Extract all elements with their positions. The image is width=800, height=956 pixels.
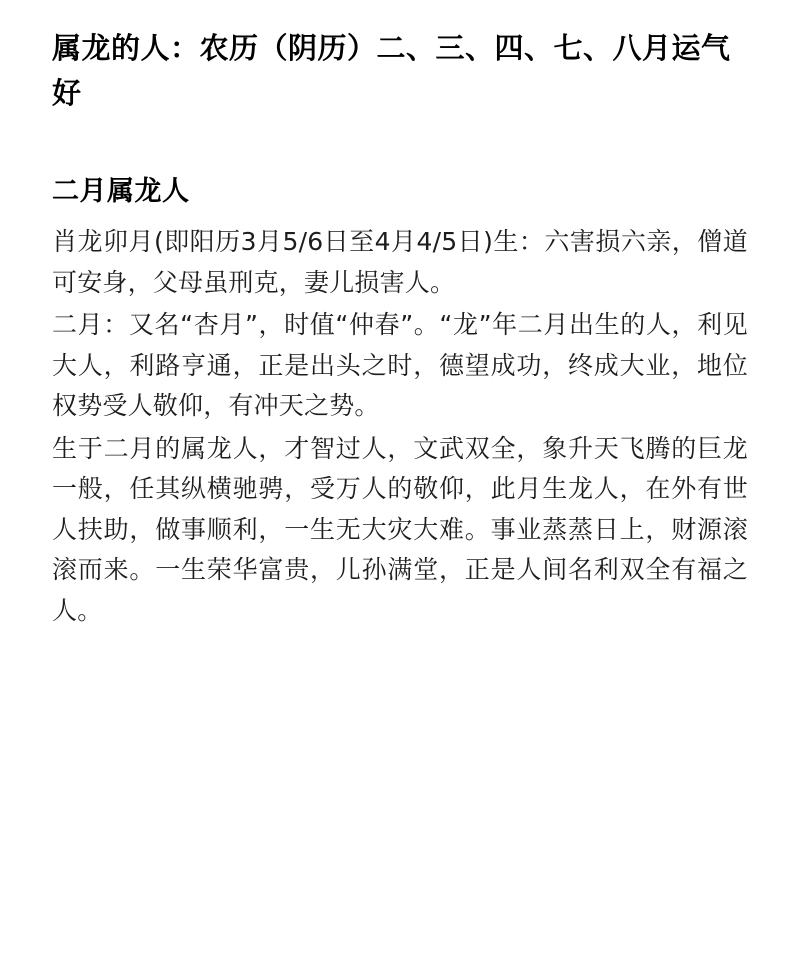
section-heading: 二月属龙人 — [52, 175, 190, 207]
section-paragraph: 生于二月的属龙人，才智过人，文武双全，象升天飞腾的巨龙一般，任其纵横驰骋，受万人的敬仰，此月生龙人，在外有世人扶助，做事顺利，一生无大灾大难。事业蒸蒸日上，财源滚滚而来。一生荣华富贵，儿孙满堂，正是人间名利双全有福之人。 — [52, 433, 748, 625]
section-paragraph: 二月：又名“杏月”，时值“仲春”。“龙”年二月出生的人，利见大人，利路亨通，正是出头之时，德望成功，终成大业，地位权势受人敬仰，有冲天之势。 — [52, 310, 748, 421]
title-spacer — [52, 116, 748, 172]
page-title: 属龙的人：农历（阴历）二、三、四、七、八月运气好 — [52, 31, 731, 110]
section-paragraph: 肖龙卯月(即阳历3月5/6日至4月4/5日)生：六害损六亲，僧道可安身，父母虽刑克，妻儿损害人。 — [52, 227, 748, 297]
